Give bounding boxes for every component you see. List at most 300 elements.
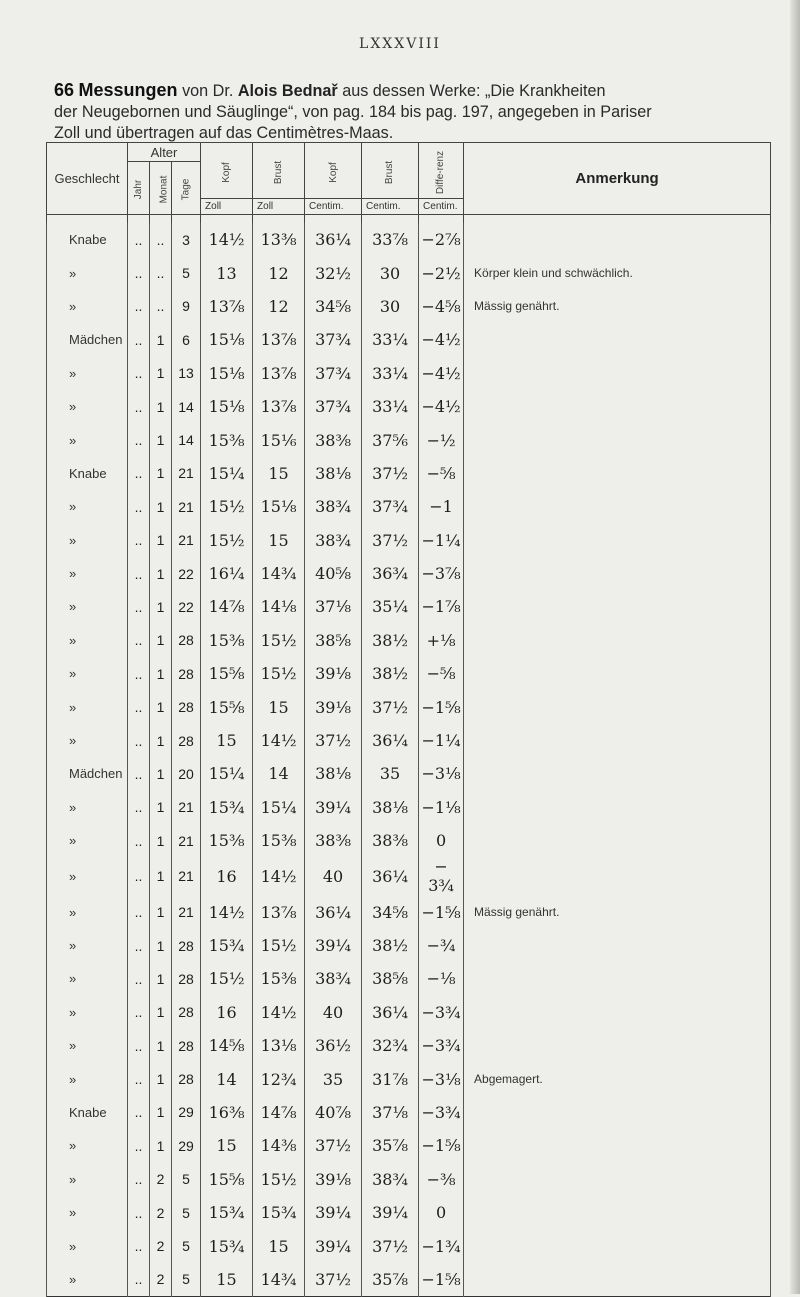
brust-zoll-cell: 15: [253, 690, 305, 723]
brust-cm-cell: 36¾: [362, 557, 419, 590]
monat-cell: 1: [150, 996, 172, 1029]
anmerkung-cell: [464, 557, 771, 590]
kopf-cm-cell: 35: [305, 1062, 362, 1095]
table-row: [47, 1196, 771, 1229]
differenz-cell: −1: [419, 490, 464, 523]
monat-cell: 1: [150, 1062, 172, 1095]
tage-cell: 28: [172, 996, 201, 1029]
table-row: [47, 357, 771, 390]
jahr-cell: ..: [128, 724, 150, 757]
monat-cell: 1: [150, 791, 172, 824]
tage-cell: 28: [172, 724, 201, 757]
table-row: [47, 624, 771, 657]
header-jahr: Jahr: [128, 162, 150, 215]
jahr-cell: ..: [128, 1196, 150, 1229]
anmerkung-cell: [464, 1263, 771, 1297]
brust-cm-cell: 38⅛: [362, 791, 419, 824]
sex-cell: »: [47, 962, 128, 995]
jahr-cell: ..: [128, 1029, 150, 1062]
anmerkung-cell: [464, 657, 771, 690]
tage-cell: 21: [172, 791, 201, 824]
jahr-cell: ..: [128, 791, 150, 824]
kopf-zoll-cell: 15½: [201, 962, 253, 995]
kopf-cm-cell: 40⅞: [305, 1096, 362, 1129]
header-anmerkung: Anmerkung: [464, 143, 771, 215]
brust-zoll-cell: 14¾: [253, 557, 305, 590]
unit-cm-3: Centim.: [419, 199, 464, 215]
monat-cell: 2: [150, 1263, 172, 1297]
brust-zoll-cell: 15¼: [253, 791, 305, 824]
sex-cell: »: [47, 524, 128, 557]
sex-cell: »: [47, 1263, 128, 1297]
jahr-cell: ..: [128, 290, 150, 323]
kopf-zoll-cell: 16¼: [201, 557, 253, 590]
heading-author: Alois Bednař: [237, 82, 338, 100]
table-row: [47, 857, 771, 895]
kopf-zoll-cell: 15⅛: [201, 390, 253, 423]
jahr-cell: ..: [128, 690, 150, 723]
differenz-cell: −4½: [419, 390, 464, 423]
anmerkung-cell: [464, 929, 771, 962]
tage-cell: 28: [172, 657, 201, 690]
jahr-cell: ..: [128, 929, 150, 962]
differenz-cell: −1⅝: [419, 1129, 464, 1162]
kopf-zoll-cell: 15⅛: [201, 357, 253, 390]
anmerkung-cell: [464, 1196, 771, 1229]
brust-cm-cell: 33⅞: [362, 223, 419, 256]
table-row: [47, 423, 771, 456]
table-row: [47, 1229, 771, 1262]
brust-zoll-cell: 14½: [253, 857, 305, 895]
sex-cell: »: [47, 657, 128, 690]
monat-cell: 1: [150, 657, 172, 690]
table-row: [47, 1163, 771, 1196]
jahr-cell: ..: [128, 1163, 150, 1196]
kopf-zoll-cell: 16: [201, 857, 253, 895]
measurements-table: [46, 142, 771, 1297]
brust-cm-cell: 31⅞: [362, 1062, 419, 1095]
anmerkung-cell: [464, 690, 771, 723]
heading-line1-rest: aus dessen Werke: „Die Krankheiten: [342, 82, 606, 100]
header-brust-cm: Brust: [362, 143, 419, 199]
tage-cell: 29: [172, 1129, 201, 1162]
tage-cell: 20: [172, 757, 201, 790]
brust-zoll-cell: 14½: [253, 724, 305, 757]
tage-cell: 5: [172, 1229, 201, 1262]
header-brust-zoll: Brust: [253, 143, 305, 199]
jahr-cell: ..: [128, 857, 150, 895]
tage-cell: 14: [172, 390, 201, 423]
table-row: [47, 1263, 771, 1297]
anmerkung-cell: [464, 357, 771, 390]
monat-cell: 1: [150, 1096, 172, 1129]
tage-cell: 3: [172, 223, 201, 256]
brust-zoll-cell: 15½: [253, 624, 305, 657]
jahr-cell: ..: [128, 996, 150, 1029]
brust-zoll-cell: 14½: [253, 996, 305, 1029]
anmerkung-cell: [464, 457, 771, 490]
anmerkung-cell: [464, 323, 771, 356]
sex-cell: »: [47, 557, 128, 590]
anmerkung-cell: [464, 1163, 771, 1196]
kopf-cm-cell: 39¼: [305, 1229, 362, 1262]
differenz-cell: −3¾: [419, 996, 464, 1029]
monat-cell: 1: [150, 423, 172, 456]
jahr-cell: ..: [128, 624, 150, 657]
anmerkung-cell: [464, 590, 771, 623]
tage-cell: 28: [172, 929, 201, 962]
anmerkung-cell: [464, 824, 771, 857]
table-row: [47, 323, 771, 356]
table-row: [47, 223, 771, 256]
brust-cm-cell: 37⅚: [362, 423, 419, 456]
jahr-cell: ..: [128, 223, 150, 256]
table-row: [47, 290, 771, 323]
differenz-cell: −1¼: [419, 724, 464, 757]
jahr-cell: ..: [128, 390, 150, 423]
brust-cm-cell: 38⅝: [362, 962, 419, 995]
monat-cell: 1: [150, 557, 172, 590]
brust-zoll-cell: 14¾: [253, 1263, 305, 1297]
monat-cell: 2: [150, 1196, 172, 1229]
sex-cell: »: [47, 357, 128, 390]
anmerkung-cell: Abgemagert.: [464, 1062, 771, 1095]
table-row: [47, 657, 771, 690]
differenz-cell: −1¼: [419, 524, 464, 557]
brust-cm-cell: 36¼: [362, 724, 419, 757]
sex-cell: »: [47, 590, 128, 623]
kopf-zoll-cell: 15: [201, 1129, 253, 1162]
brust-cm-cell: 35⅞: [362, 1263, 419, 1297]
kopf-zoll-cell: 15¼: [201, 457, 253, 490]
heading-line3: Zoll und übertragen auf das Centimètres-Maas.: [54, 124, 394, 142]
brust-cm-cell: 37⅛: [362, 1096, 419, 1129]
kopf-cm-cell: 37½: [305, 1129, 362, 1162]
monat-cell: 1: [150, 590, 172, 623]
brust-cm-cell: 30: [362, 290, 419, 323]
kopf-zoll-cell: 15: [201, 1263, 253, 1297]
brust-zoll-cell: 12: [253, 290, 305, 323]
jahr-cell: ..: [128, 323, 150, 356]
tage-cell: 9: [172, 290, 201, 323]
kopf-cm-cell: 37½: [305, 1263, 362, 1297]
brust-zoll-cell: 15¾: [253, 1196, 305, 1229]
kopf-zoll-cell: 14½: [201, 223, 253, 256]
page-edge: [790, 0, 800, 1294]
monat-cell: 1: [150, 895, 172, 928]
differenz-cell: −1⅞: [419, 590, 464, 623]
brust-zoll-cell: 14⅞: [253, 1096, 305, 1129]
tage-cell: 28: [172, 1062, 201, 1095]
header-kopf-cm: Kopf: [305, 143, 362, 199]
differenz-cell: −4½: [419, 357, 464, 390]
unit-zoll-2: Zoll: [253, 199, 305, 215]
brust-cm-cell: 38⅜: [362, 824, 419, 857]
anmerkung-cell: [464, 857, 771, 895]
brust-cm-cell: 35¼: [362, 590, 419, 623]
anmerkung-cell: [464, 791, 771, 824]
differenz-cell: −4⅝: [419, 290, 464, 323]
tage-cell: 13: [172, 357, 201, 390]
jahr-cell: ..: [128, 757, 150, 790]
tage-cell: 28: [172, 1029, 201, 1062]
kopf-cm-cell: 38⅝: [305, 624, 362, 657]
anmerkung-cell: [464, 524, 771, 557]
anmerkung-cell: [464, 624, 771, 657]
brust-zoll-cell: 12¾: [253, 1062, 305, 1095]
brust-zoll-cell: 15⅛: [253, 490, 305, 523]
tage-cell: 5: [172, 1263, 201, 1297]
anmerkung-cell: [464, 757, 771, 790]
jahr-cell: ..: [128, 895, 150, 928]
brust-zoll-cell: 15: [253, 1229, 305, 1262]
monat-cell: 1: [150, 457, 172, 490]
brust-zoll-cell: 15½: [253, 929, 305, 962]
tage-cell: 22: [172, 557, 201, 590]
brust-zoll-cell: 15: [253, 524, 305, 557]
anmerkung-cell: Mässig genährt.: [464, 895, 771, 928]
differenz-cell: −3¾: [419, 1029, 464, 1062]
section-heading: [54, 80, 774, 144]
sex-cell: »: [47, 423, 128, 456]
brust-cm-cell: 30: [362, 256, 419, 289]
brust-cm-cell: 39¼: [362, 1196, 419, 1229]
brust-cm-cell: 32¾: [362, 1029, 419, 1062]
table-row: [47, 824, 771, 857]
unit-zoll-1: Zoll: [201, 199, 253, 215]
kopf-cm-cell: 40⅝: [305, 557, 362, 590]
brust-cm-cell: 33¼: [362, 357, 419, 390]
differenz-cell: −3⅛: [419, 757, 464, 790]
sex-cell: »: [47, 929, 128, 962]
tage-cell: 28: [172, 962, 201, 995]
kopf-zoll-cell: 15⅛: [201, 323, 253, 356]
sex-cell: Knabe: [47, 457, 128, 490]
monat-cell: 1: [150, 323, 172, 356]
monat-cell: 1: [150, 357, 172, 390]
kopf-zoll-cell: 15⅝: [201, 657, 253, 690]
kopf-zoll-cell: 15¾: [201, 1229, 253, 1262]
anmerkung-cell: [464, 962, 771, 995]
anmerkung-cell: [464, 1129, 771, 1162]
brust-cm-cell: 37¾: [362, 490, 419, 523]
kopf-zoll-cell: 16: [201, 996, 253, 1029]
monat-cell: 1: [150, 624, 172, 657]
table-row: [47, 524, 771, 557]
table-row: [47, 390, 771, 423]
kopf-cm-cell: 38⅜: [305, 423, 362, 456]
jahr-cell: ..: [128, 423, 150, 456]
differenz-cell: −3¾: [419, 1096, 464, 1129]
unit-cm-2: Centim.: [362, 199, 419, 215]
tage-cell: 21: [172, 857, 201, 895]
brust-cm-cell: 37½: [362, 690, 419, 723]
brust-cm-cell: 35⅞: [362, 1129, 419, 1162]
monat-cell: 1: [150, 1129, 172, 1162]
tage-cell: 28: [172, 624, 201, 657]
kopf-zoll-cell: 15⅜: [201, 624, 253, 657]
page-number: LXXXVIII: [359, 36, 441, 52]
kopf-zoll-cell: 15¾: [201, 1196, 253, 1229]
kopf-zoll-cell: 15½: [201, 524, 253, 557]
kopf-cm-cell: 36½: [305, 1029, 362, 1062]
jahr-cell: ..: [128, 357, 150, 390]
brust-cm-cell: 38½: [362, 929, 419, 962]
sex-cell: »: [47, 490, 128, 523]
jahr-cell: ..: [128, 490, 150, 523]
brust-cm-cell: 38½: [362, 624, 419, 657]
jahr-cell: ..: [128, 256, 150, 289]
kopf-cm-cell: 39⅛: [305, 657, 362, 690]
kopf-cm-cell: 39⅛: [305, 1163, 362, 1196]
kopf-zoll-cell: 14: [201, 1062, 253, 1095]
kopf-cm-cell: 37¾: [305, 323, 362, 356]
sex-cell: »: [47, 1163, 128, 1196]
differenz-cell: −⅝: [419, 457, 464, 490]
brust-zoll-cell: 15⅜: [253, 824, 305, 857]
anmerkung-cell: [464, 490, 771, 523]
tage-cell: 6: [172, 323, 201, 356]
brust-zoll-cell: 15½: [253, 1163, 305, 1196]
monat-cell: 1: [150, 724, 172, 757]
differenz-cell: −1⅝: [419, 1263, 464, 1297]
kopf-cm-cell: 34⅝: [305, 290, 362, 323]
kopf-zoll-cell: 13⅞: [201, 290, 253, 323]
brust-zoll-cell: 14: [253, 757, 305, 790]
sex-cell: »: [47, 996, 128, 1029]
brust-zoll-cell: 13⅜: [253, 223, 305, 256]
table-row: [47, 1062, 771, 1095]
sex-cell: »: [47, 857, 128, 895]
differenz-cell: 0: [419, 1196, 464, 1229]
kopf-cm-cell: 38⅛: [305, 757, 362, 790]
kopf-cm-cell: 40: [305, 996, 362, 1029]
monat-cell: 2: [150, 1229, 172, 1262]
monat-cell: 1: [150, 929, 172, 962]
brust-cm-cell: 35: [362, 757, 419, 790]
sex-cell: »: [47, 1196, 128, 1229]
tage-cell: 5: [172, 256, 201, 289]
jahr-cell: ..: [128, 1229, 150, 1262]
table-row: [47, 690, 771, 723]
monat-cell: 1: [150, 757, 172, 790]
tage-cell: 14: [172, 423, 201, 456]
brust-cm-cell: 37½: [362, 1229, 419, 1262]
kopf-cm-cell: 39¼: [305, 1196, 362, 1229]
brust-zoll-cell: 14⅜: [253, 1129, 305, 1162]
kopf-cm-cell: 37⅛: [305, 590, 362, 623]
differenz-cell: −⅜: [419, 1163, 464, 1196]
monat-cell: 1: [150, 824, 172, 857]
brust-zoll-cell: 14⅛: [253, 590, 305, 623]
kopf-cm-cell: 39¼: [305, 791, 362, 824]
differenz-cell: −1⅝: [419, 895, 464, 928]
anmerkung-cell: [464, 223, 771, 256]
monat-cell: 1: [150, 690, 172, 723]
jahr-cell: ..: [128, 524, 150, 557]
anmerkung-cell: [464, 390, 771, 423]
differenz-cell: −2½: [419, 256, 464, 289]
kopf-zoll-cell: 16⅜: [201, 1096, 253, 1129]
header-geschlecht: Geschlecht: [47, 143, 128, 215]
kopf-cm-cell: 38¾: [305, 524, 362, 557]
table-row: [47, 724, 771, 757]
brust-zoll-cell: 12: [253, 256, 305, 289]
tage-cell: 5: [172, 1163, 201, 1196]
jahr-cell: ..: [128, 1129, 150, 1162]
brust-cm-cell: 34⅝: [362, 895, 419, 928]
kopf-zoll-cell: 15¾: [201, 929, 253, 962]
monat-cell: 2: [150, 1163, 172, 1196]
header-monat: Monat: [150, 162, 172, 215]
tage-cell: 28: [172, 690, 201, 723]
anmerkung-cell: [464, 996, 771, 1029]
table-row: [47, 962, 771, 995]
heading-line2: der Neugebornen und Säuglinge“, von pag. 184 bis pag. 197, angegeben in Pariser: [54, 103, 652, 121]
table-row: [47, 457, 771, 490]
monat-cell: ..: [150, 256, 172, 289]
monat-cell: 1: [150, 490, 172, 523]
brust-zoll-cell: 15½: [253, 657, 305, 690]
table-row: [47, 895, 771, 928]
anmerkung-cell: [464, 724, 771, 757]
brust-cm-cell: 36¼: [362, 996, 419, 1029]
tage-cell: 29: [172, 1096, 201, 1129]
brust-cm-cell: 38¾: [362, 1163, 419, 1196]
differenz-cell: −3⅞: [419, 557, 464, 590]
kopf-zoll-cell: 14⅝: [201, 1029, 253, 1062]
brust-cm-cell: 38½: [362, 657, 419, 690]
kopf-cm-cell: 37¾: [305, 390, 362, 423]
sex-cell: »: [47, 690, 128, 723]
header-differenz: Diffe-renz: [419, 143, 464, 199]
differenz-cell: +⅛: [419, 624, 464, 657]
kopf-cm-cell: 39⅛: [305, 690, 362, 723]
differenz-cell: 0: [419, 824, 464, 857]
differenz-cell: −⅝: [419, 657, 464, 690]
sex-cell: »: [47, 624, 128, 657]
monat-cell: 1: [150, 1029, 172, 1062]
tage-cell: 22: [172, 590, 201, 623]
sex-cell: »: [47, 1062, 128, 1095]
section-title-word: Messungen: [78, 80, 178, 100]
sex-cell: »: [47, 1229, 128, 1262]
kopf-zoll-cell: 15¼: [201, 757, 253, 790]
section-number: 66: [54, 80, 75, 100]
heading-von: von Dr.: [182, 82, 234, 100]
tage-cell: 21: [172, 824, 201, 857]
jahr-cell: ..: [128, 590, 150, 623]
sex-cell: »: [47, 791, 128, 824]
tage-cell: 5: [172, 1196, 201, 1229]
differenz-cell: −3⅛: [419, 1062, 464, 1095]
monat-cell: ..: [150, 290, 172, 323]
kopf-cm-cell: 32½: [305, 256, 362, 289]
brust-zoll-cell: 15: [253, 457, 305, 490]
jahr-cell: ..: [128, 1096, 150, 1129]
kopf-zoll-cell: 15½: [201, 490, 253, 523]
kopf-cm-cell: 36¼: [305, 895, 362, 928]
monat-cell: 1: [150, 857, 172, 895]
anmerkung-cell: [464, 1096, 771, 1129]
kopf-zoll-cell: 15¾: [201, 791, 253, 824]
brust-cm-cell: 37½: [362, 457, 419, 490]
jahr-cell: ..: [128, 1062, 150, 1095]
table-row: [47, 1129, 771, 1162]
brust-cm-cell: 33¼: [362, 390, 419, 423]
differenz-cell: −⅛: [419, 962, 464, 995]
table-row: [47, 757, 771, 790]
